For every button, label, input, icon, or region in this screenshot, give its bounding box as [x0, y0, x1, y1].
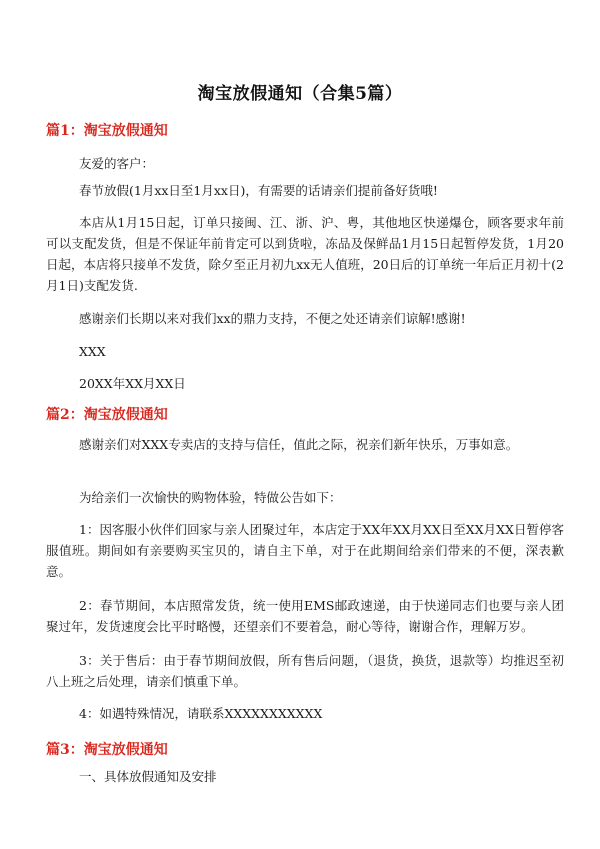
section-1-signature: XXX	[79, 344, 106, 359]
section-2-paragraph-6: 4：如遇特殊情况，请联系XXXXXXXXXXX	[79, 706, 323, 721]
section-1-greeting: 友爱的客户：	[79, 156, 155, 171]
section-2-paragraph-4: 2：春节期间，本店照常发货，统一使用EMS邮政速递，由于快递同志们也要与亲人团聚过年，发货速度会比平时略慢，还望亲们不要着急，耐心等待，谢谢合作，理解万岁。	[46, 598, 564, 634]
section-2-paragraph-3: 1：因客服小伙伴们回家与亲人团聚过年，本店定于XX年XX月XX日至XX月XX日暂停客服值班。期间如有亲要购买宝贝的，请自主下单，对于在此期间给亲们带来的不便，深表歉意。	[46, 522, 564, 579]
section-1-paragraph-1: 春节放假(1月xx日至1月xx日)，有需要的话请亲们提前备好货哦!	[79, 183, 438, 198]
section-2-paragraph-1: 感谢亲们对XXX专卖店的支持与信任，值此之际，祝亲们新年快乐，万事如意。	[79, 437, 519, 452]
section-1-paragraph-2: 本店从1月15日起，订单只接闽、江、浙、沪、粤，其他地区快递爆仓，顾客要求年前可以支配发货，但是不保证年前肯定可以到货啦，冻品及保鲜品1月15日起暂停发货，1月20日起，本店将只接单不发货，除夕至正月初九xx无人值班，20日后的订单统一年后正月初十(2月1日)支配发货.	[46, 215, 564, 293]
section-1-heading: 篇1：淘宝放假通知	[46, 123, 168, 139]
section-2-paragraph-5: 3：关于售后：由于春节期间放假，所有售后问题，（退货，换货，退款等）均推迟至初八上班之后处理，请亲们慎重下单。	[46, 653, 564, 689]
section-3-heading: 篇3：淘宝放假通知	[46, 742, 168, 758]
section-2-paragraph-2: 为给亲们一次愉快的购物体验，特做公告如下：	[79, 490, 342, 505]
section-1-date: 20XX年XX月XX日	[79, 376, 186, 391]
document-title: 淘宝放假通知（合集5篇）	[197, 84, 403, 104]
section-3-paragraph-1: 一、具体放假通知及安排	[79, 769, 217, 784]
section-2-heading: 篇2：淘宝放假通知	[46, 407, 168, 423]
section-1-paragraph-3: 感谢亲们长期以来对我们xx的鼎力支持，不便之处还请亲们谅解!感谢!	[79, 311, 466, 326]
